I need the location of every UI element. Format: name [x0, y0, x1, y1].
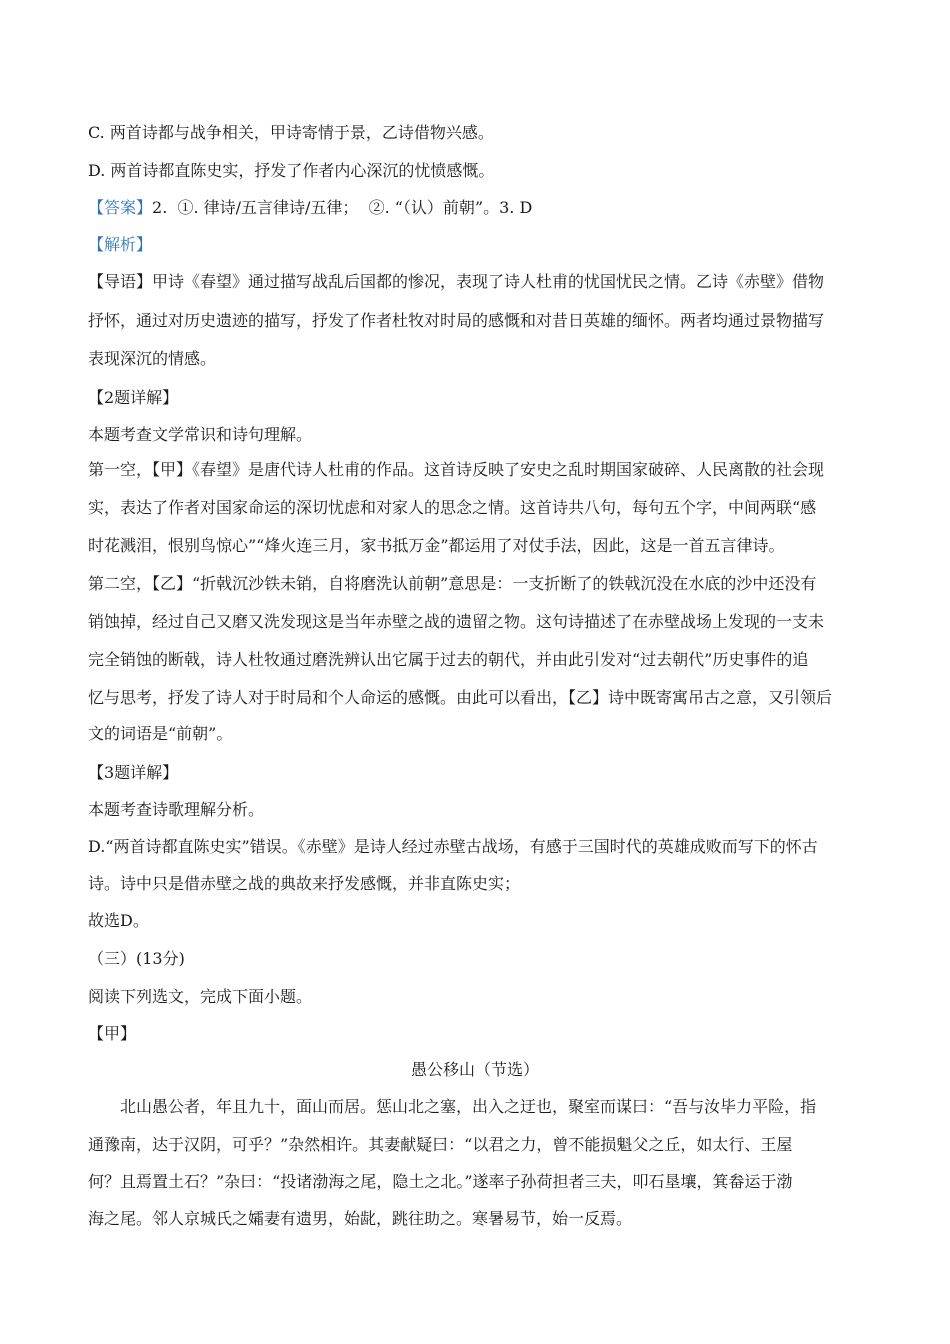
passage-line: 何？且焉置土石？”杂曰：“投诸渤海之尾，隐土之北。”遂率子孙荷担者三夫，叩石垦壤，箕畚运于渤 [88, 1172, 793, 1191]
intro-line: 【导语】甲诗《春望》通过描写战乱后国都的惨况，表现了诗人杜甫的忧国忧民之情。乙诗《赤壁》借物 [88, 272, 825, 291]
q2-first-line: 第一空，【甲】《春望》是唐代诗人杜甫的作品。这首诗反映了安史之乱时期国家破碎、人民离散的社会现 [88, 460, 825, 479]
intro-line: 表现深沉的情感。 [88, 349, 217, 368]
q2-second-line: 文的词语是“前朝”。 [88, 724, 233, 743]
q3-heading: 【3题详解】 [88, 763, 179, 782]
q2-second-line: 忆与思考，抒发了诗人对于时局和个人命运的感慨。由此可以看出，【乙】诗中既寄寓吊古之意，又引领后 [88, 688, 833, 707]
q3-d-line: 诗。诗中只是借赤壁之战的典故来抒发感慨，并非直陈史实； [88, 874, 521, 893]
q2-heading: 【2题详解】 [88, 388, 179, 407]
q2-second-line: 销蚀掉，经过自己又磨又洗发现这是当年赤壁之战的遗留之物。这句诗描述了在赤壁战场上发现的一支未 [88, 612, 825, 631]
analysis-tag: 【解析】 [88, 235, 153, 254]
q3-d-line: D.“两首诗都直陈史实”错误。《赤壁》是诗人经过赤壁古战场，有感于三国时代的英雄成败而写下的怀古 [88, 837, 818, 856]
q2-first-line: 实，表达了作者对国家命运的深切忧虑和对家人的思念之情。这首诗共八句，每句五个字，中间两联“感 [88, 498, 817, 517]
q2-second-line: 第二空，【乙】“折戟沉沙铁未销，自将磨洗认前朝”意思是：一支折断了的铁戟沉没在水底的沙中还没有 [88, 574, 817, 593]
passage-line: 海之尾。邻人京城氏之孀妻有遗男，始龀，跳往助之。寒暑易节，始一反焉。 [88, 1209, 633, 1228]
q2-second-line: 完全销蚀的断戟，诗人杜牧通过磨洗辨认出它属于过去的朝代，并由此引发对“过去朝代”历史事件的追 [88, 650, 809, 669]
jia-tag: 【甲】 [88, 1024, 137, 1043]
answer-text: 2. ①. 律诗/五言律诗/五律； ②. “（认）前朝”。3. D [152, 198, 533, 217]
q2-first-line: 时花溅泪，恨别鸟惊心”“烽火连三月，家书抵万金”都运用了对仗手法，因此，这是一首五言律诗。 [88, 536, 785, 555]
answer-tag: 【答案】 [88, 198, 153, 217]
read-instruction: 阅读下列选文，完成下面小题。 [88, 987, 313, 1006]
q3-choice: 故选D。 [88, 911, 149, 930]
answer-line [88, 197, 868, 219]
option-c: C. 两首诗都与战争相关，甲诗寄情于景，乙诗借物兴感。 [88, 123, 494, 142]
passage-title: 愚公移山（节选） [410, 1060, 539, 1079]
q2-intro: 本题考查文学常识和诗句理解。 [88, 425, 313, 444]
q3-intro: 本题考查诗歌理解分析。 [88, 800, 265, 819]
option-d: D. 两首诗都直陈史实，抒发了作者内心深沉的忧愤感慨。 [88, 161, 495, 180]
passage-line: 通豫南，达于汉阴，可乎？”杂然相许。其妻献疑曰：“以君之力，曾不能损魁父之丘，如太行、王屋 [88, 1135, 793, 1154]
passage-line: 北山愚公者，年且九十，面山而居。惩山北之塞，出入之迂也，聚室而谋曰：“吾与汝毕力平险，指 [120, 1097, 817, 1116]
intro-line: 抒怀，通过对历史遗迹的描写，抒发了作者杜牧对时局的感慨和对昔日英雄的缅怀。两者均通过景物描写 [88, 311, 825, 330]
section-three-heading: （三）(13分) [88, 949, 185, 968]
